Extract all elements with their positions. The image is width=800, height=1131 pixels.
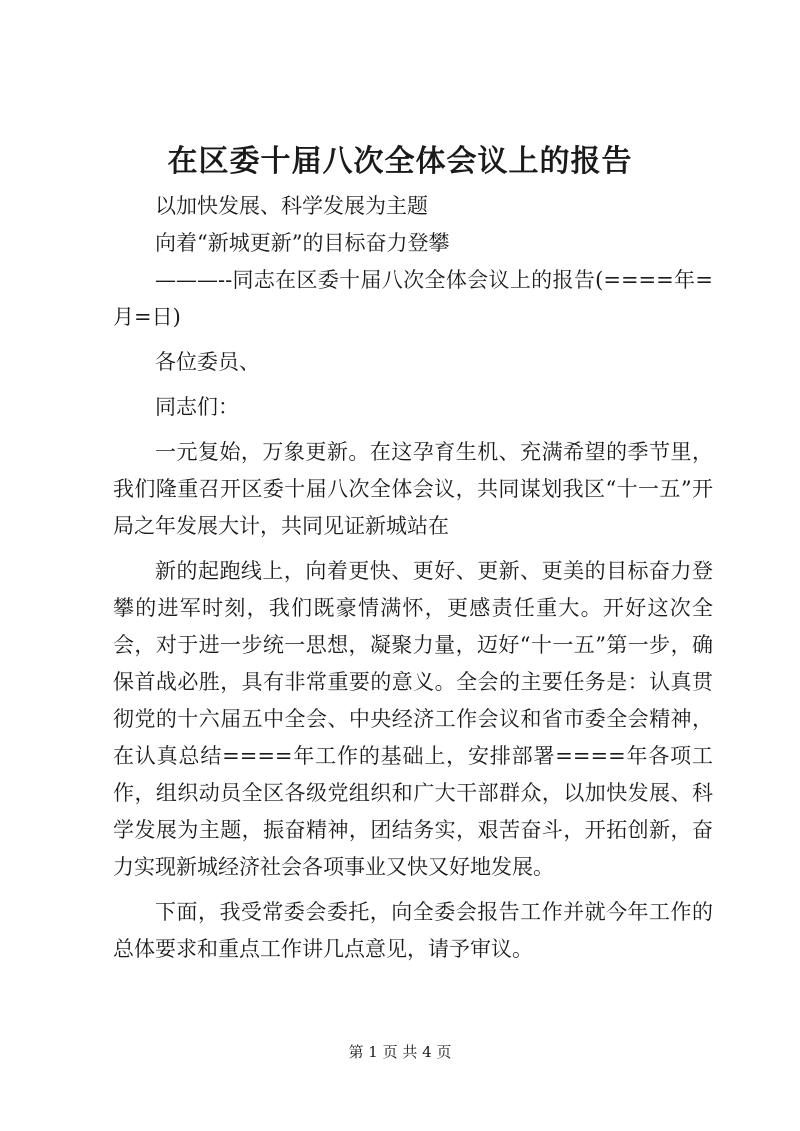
byline: ———--同志在区委十届八次全体会议上的报告(====年=月=日) — [113, 268, 713, 329]
paragraph-1: 一元复始，万象更新。在这孕育生机、充满希望的季节里，我们隆重召开区委十届八次全体会议，共同谋划我区“十一五”开局之年发展大计，共同见证新城站在 — [113, 440, 713, 538]
paragraph-2: 新的起跑线上，向着更快、更好、更新、更美的目标奋力登攀的进军时刻，我们既豪情满怀，更感责任重大。开好这次全会，对于进一步统一思想，凝聚力量，迈好“十一五”第一步，确保首战必胜，具有非常重要的意义。全会的主要任务是：认真贯彻党的十六届五中全会、中央经济工作会议和省市委全会精神，在认真总结====年工作的基础上，安排部署====年各项工作，组织动员全区各级党组织和广大干部群众，以加快发展、科学发展为主题，振奋精神，团结务实，艰苦奋斗，开拓创新，奋力实现新城经济社会各项事业又快又好地发展。 — [113, 559, 713, 879]
page-number-footer: 第 1 页 共 4 页 — [348, 1043, 452, 1061]
salutation-line-1: 各位委员、 — [155, 350, 260, 374]
paragraph-3: 下面，我受常委会委托，向全委会报告工作并就今年工作的总体要求和重点工作讲几点意见，请予审议。 — [113, 900, 713, 961]
document-body — [113, 188, 713, 968]
salutation-line-2: 同志们： — [155, 395, 239, 419]
subtitle-line-2: 向着“新城更新”的目标奋力登攀 — [155, 231, 450, 255]
document-title: 在区委十届八次全体会议上的报告 — [167, 144, 633, 179]
subtitle-line-1: 以加快发展、科学发展为主题 — [155, 194, 428, 218]
